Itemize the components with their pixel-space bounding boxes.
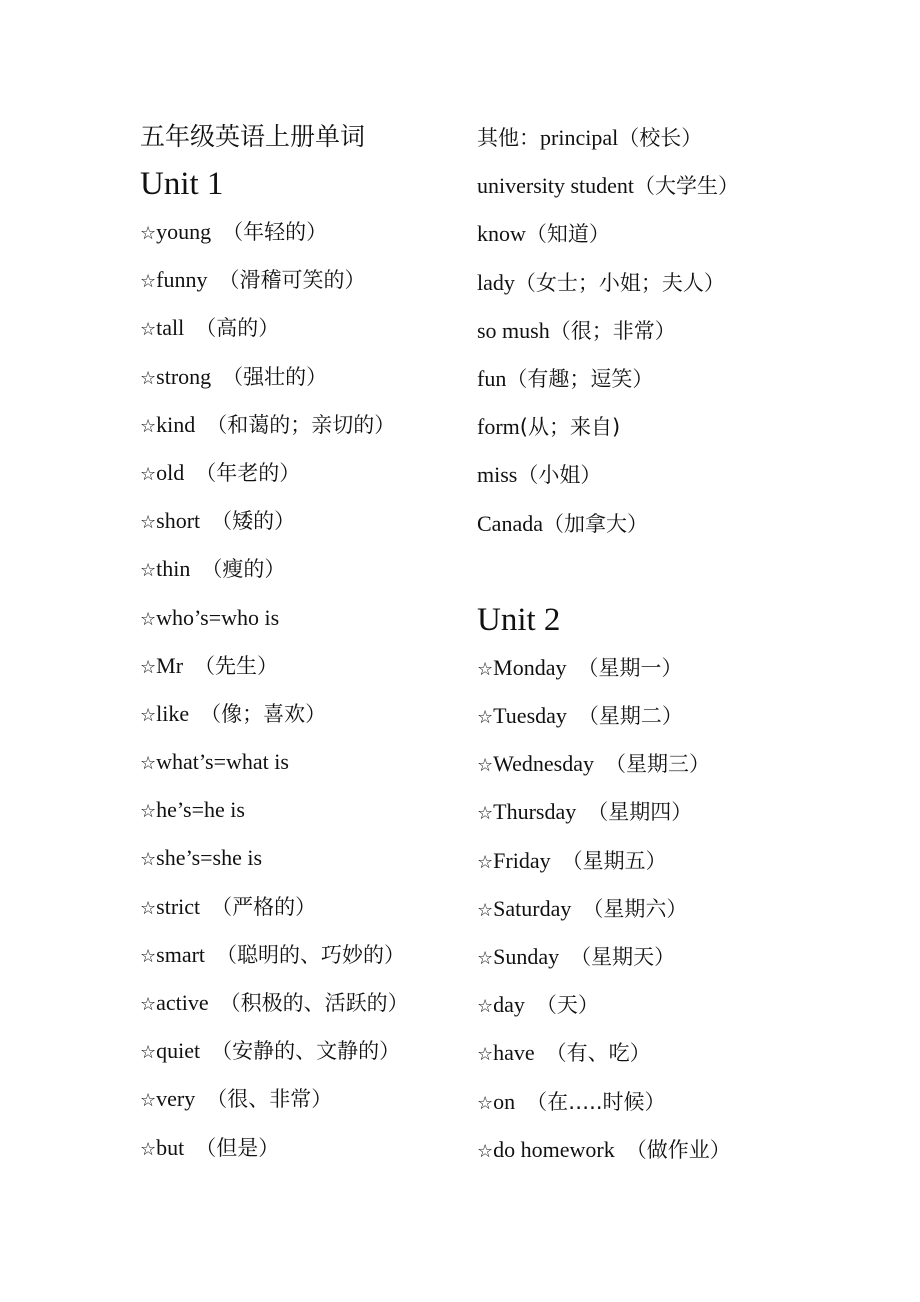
word-chinese: （小姐） — [517, 463, 602, 488]
word-entry — [477, 403, 897, 451]
other-words-list — [477, 114, 897, 548]
word-english: lady — [477, 269, 515, 295]
word-chinese: （安静的、文静的） — [211, 1039, 401, 1064]
word-entry — [140, 449, 470, 497]
word-entry — [477, 1078, 897, 1126]
word-english: young — [156, 219, 212, 244]
word-english: quiet — [156, 1038, 201, 1064]
word-entry — [477, 788, 897, 836]
word-entry — [140, 834, 470, 882]
star-icon: ☆ — [140, 223, 157, 244]
word-entry — [477, 114, 897, 162]
word-entry — [140, 931, 470, 979]
word-entry — [140, 1027, 470, 1075]
word-english: active — [156, 990, 209, 1015]
spacer — [477, 548, 897, 596]
word-chinese: （星期二） — [577, 704, 683, 729]
word-chinese: （年老的） — [195, 460, 301, 485]
word-chinese: （有、吃） — [545, 1041, 651, 1066]
word-english: have — [493, 1040, 535, 1066]
word-english: short — [156, 508, 201, 534]
word-entry — [477, 981, 897, 1029]
word-english: like — [156, 700, 190, 726]
word-entry — [140, 642, 470, 690]
word-english: Sunday — [493, 944, 560, 969]
others-label: 其他： — [477, 126, 540, 150]
star-icon: ☆ — [477, 1044, 494, 1066]
word-chinese: （做作业） — [625, 1137, 731, 1162]
word-entry — [140, 401, 470, 449]
star-icon: ☆ — [140, 367, 157, 389]
word-chinese: （矮的） — [211, 509, 296, 534]
word-entry — [477, 500, 897, 548]
word-english: Wednesday — [493, 751, 594, 777]
word-entry — [140, 979, 470, 1027]
word-entry — [477, 307, 897, 355]
word-english: university student — [477, 173, 635, 199]
star-icon: ☆ — [477, 803, 494, 825]
word-chinese: (从；来自) — [519, 415, 621, 440]
star-icon: ☆ — [140, 849, 157, 871]
word-chinese: （加拿大） — [542, 511, 648, 536]
word-chinese: （高的） — [195, 316, 280, 341]
word-english: what’s=what is — [156, 749, 289, 775]
word-english: know — [477, 221, 526, 247]
star-icon: ☆ — [140, 1090, 157, 1112]
word-entry — [140, 1075, 470, 1123]
word-english: Mr — [156, 652, 184, 678]
star-icon: ☆ — [140, 463, 157, 485]
word-chinese: （强壮的） — [222, 364, 328, 389]
star-icon: ☆ — [140, 319, 157, 341]
star-icon: ☆ — [140, 415, 157, 437]
word-english: strong — [156, 363, 212, 389]
star-icon: ☆ — [477, 996, 494, 1018]
word-chinese: （很、非常） — [206, 1087, 333, 1112]
word-english: Monday — [493, 654, 567, 680]
word-entry — [140, 1124, 470, 1172]
word-english: fun — [477, 365, 507, 391]
word-english: day — [493, 992, 525, 1018]
word-english: she’s=she is — [156, 845, 263, 871]
star-icon: ☆ — [477, 1140, 494, 1162]
word-english: who’s=who is — [156, 604, 280, 630]
word-entry — [140, 256, 470, 304]
right-column — [477, 114, 897, 1174]
word-english: very — [156, 1086, 196, 1112]
document-title: 五年级英语上册单词 — [140, 122, 366, 151]
star-icon: ☆ — [140, 656, 157, 678]
star-icon: ☆ — [140, 994, 157, 1015]
word-entry — [140, 690, 470, 738]
word-entry — [477, 162, 897, 210]
word-entry — [140, 497, 470, 545]
star-icon: ☆ — [140, 271, 157, 293]
word-chinese: （星期六） — [582, 896, 688, 921]
word-chinese: （星期四） — [587, 800, 693, 825]
word-chinese: （有趣；逗笑） — [506, 366, 654, 391]
star-icon: ☆ — [140, 945, 157, 967]
star-icon: ☆ — [477, 755, 494, 777]
word-chinese: （校长） — [618, 126, 703, 150]
word-entry — [140, 208, 470, 256]
word-chinese: （在…..时候） — [526, 1089, 666, 1114]
word-entry — [477, 644, 897, 692]
word-english: Saturday — [493, 895, 572, 921]
word-english: thin — [156, 556, 191, 582]
word-chinese: （和蔼的；亲切的） — [206, 412, 396, 437]
word-chinese: （但是） — [195, 1135, 280, 1160]
star-icon: ☆ — [140, 512, 157, 534]
star-icon: ☆ — [140, 897, 157, 919]
word-entry — [477, 885, 897, 933]
word-english: smart — [156, 941, 206, 967]
word-english: miss — [477, 462, 518, 488]
star-icon: ☆ — [477, 1092, 494, 1114]
word-entry — [140, 304, 470, 352]
word-entry — [477, 740, 897, 788]
word-english: Canada — [477, 510, 543, 536]
word-chinese: （很；非常） — [549, 318, 676, 343]
word-entry — [477, 355, 897, 403]
star-icon: ☆ — [140, 1138, 157, 1160]
word-english: funny — [156, 267, 208, 293]
word-english: principal — [540, 125, 619, 150]
word-entry — [477, 210, 897, 258]
star-icon: ☆ — [140, 704, 157, 726]
word-chinese: （星期一） — [577, 655, 683, 680]
word-entry — [477, 451, 897, 499]
word-entry — [140, 883, 470, 931]
star-icon: ☆ — [140, 560, 157, 582]
unit-1-heading: Unit 1 — [140, 166, 224, 202]
word-chinese: （瘦的） — [201, 557, 286, 582]
star-icon: ☆ — [140, 753, 157, 775]
word-chinese: （星期天） — [570, 945, 676, 969]
word-entry — [140, 738, 470, 786]
unit-2-word-list — [477, 644, 897, 1174]
star-icon: ☆ — [140, 608, 157, 630]
star-icon: ☆ — [140, 801, 157, 823]
word-chinese: （星期五） — [561, 848, 667, 873]
word-entry — [477, 837, 897, 885]
word-chinese: （聪明的、巧妙的） — [216, 942, 406, 967]
word-chinese: （女士；小姐；夫人） — [514, 270, 725, 295]
word-entry — [477, 1126, 897, 1174]
star-icon: ☆ — [140, 1042, 157, 1064]
word-entry — [477, 692, 897, 740]
word-english: form — [477, 414, 520, 440]
word-chinese: （严格的） — [211, 894, 317, 919]
word-english: Thursday — [493, 799, 577, 825]
word-entry — [477, 1029, 897, 1077]
word-entry — [140, 545, 470, 593]
word-english: tall — [156, 315, 185, 341]
star-icon: ☆ — [477, 948, 494, 969]
star-icon: ☆ — [477, 851, 494, 873]
star-icon: ☆ — [477, 899, 494, 921]
word-chinese: （年轻的） — [222, 220, 328, 244]
word-chinese: （积极的、活跃的） — [219, 991, 409, 1015]
word-chinese: （知道） — [525, 222, 610, 247]
star-icon: ☆ — [477, 707, 494, 729]
word-chinese: （星期三） — [605, 752, 710, 777]
unit-2-heading: Unit 2 — [477, 601, 561, 638]
word-chinese: （滑稽可笑的） — [218, 268, 366, 293]
word-english: so mush — [477, 317, 550, 343]
word-english: Tuesday — [493, 703, 567, 729]
star-icon: ☆ — [477, 658, 494, 680]
word-english: do homework — [493, 1136, 615, 1162]
word-english: on — [493, 1088, 516, 1114]
word-chinese: （大学生） — [634, 174, 740, 199]
word-entry — [140, 353, 470, 401]
word-chinese: （天） — [535, 993, 599, 1018]
word-chinese: （先生） — [194, 653, 279, 678]
word-entry — [477, 933, 897, 981]
left-column — [140, 114, 470, 1172]
word-english: but — [156, 1134, 185, 1160]
word-chinese: （像；喜欢） — [200, 701, 327, 726]
word-english: old — [156, 459, 185, 485]
word-english: strict — [156, 893, 201, 919]
word-english: kind — [156, 411, 196, 437]
unit-1-word-list — [140, 208, 470, 1172]
word-entry — [140, 594, 470, 642]
word-english: Friday — [493, 847, 551, 873]
word-entry — [140, 786, 470, 834]
word-english: he’s=he is — [156, 797, 245, 823]
word-entry — [477, 259, 897, 307]
